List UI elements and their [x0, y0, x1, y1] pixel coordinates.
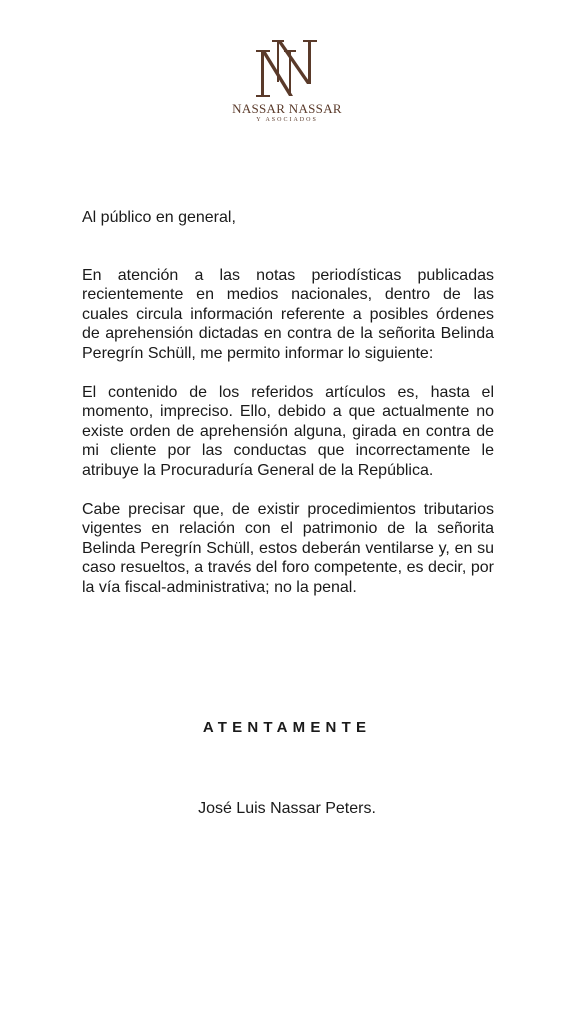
closing: ATENTAMENTE	[202, 719, 372, 736]
paragraph-2: El contenido de los referidos artículos es, hasta el momento, impreciso. Ello, debido a que actualmente no existe orden de aprehensión alguna, girada en contra de mi cliente por las conductas que incorrectamente le atribuye la Procuraduría General de la República.	[82, 383, 494, 479]
paragraph-3: Cabe precisar que, de existir procedimientos tributarios vigentes en relación con el patrimonio de la señorita Belinda Peregrín Schüll, estos deberán ventilarse y, en su caso resueltos, a través del foro competente, es decir, por la vía fiscal-administrativa; no la penal.	[82, 500, 494, 596]
letterhead	[0, 38, 574, 125]
firm-name: NASSAR NASSAR	[232, 101, 342, 116]
paragraph-1: En atención a las notas periodísticas publicadas recientemente en medios nacionales, dentro de las cuales circula información referente a posibles órdenes de aprehensión dictadas en contra de la señorita Belinda Peregrín Schüll, me permito informar lo siguiente:	[82, 266, 494, 362]
salutation: Al público en general,	[82, 209, 236, 226]
firm-subtitle: Y ASOCIADOS	[256, 117, 318, 123]
signatory: José Luis Nassar Peters.	[198, 800, 376, 817]
letter-body	[82, 208, 494, 598]
nn-monogram-icon	[251, 38, 323, 100]
